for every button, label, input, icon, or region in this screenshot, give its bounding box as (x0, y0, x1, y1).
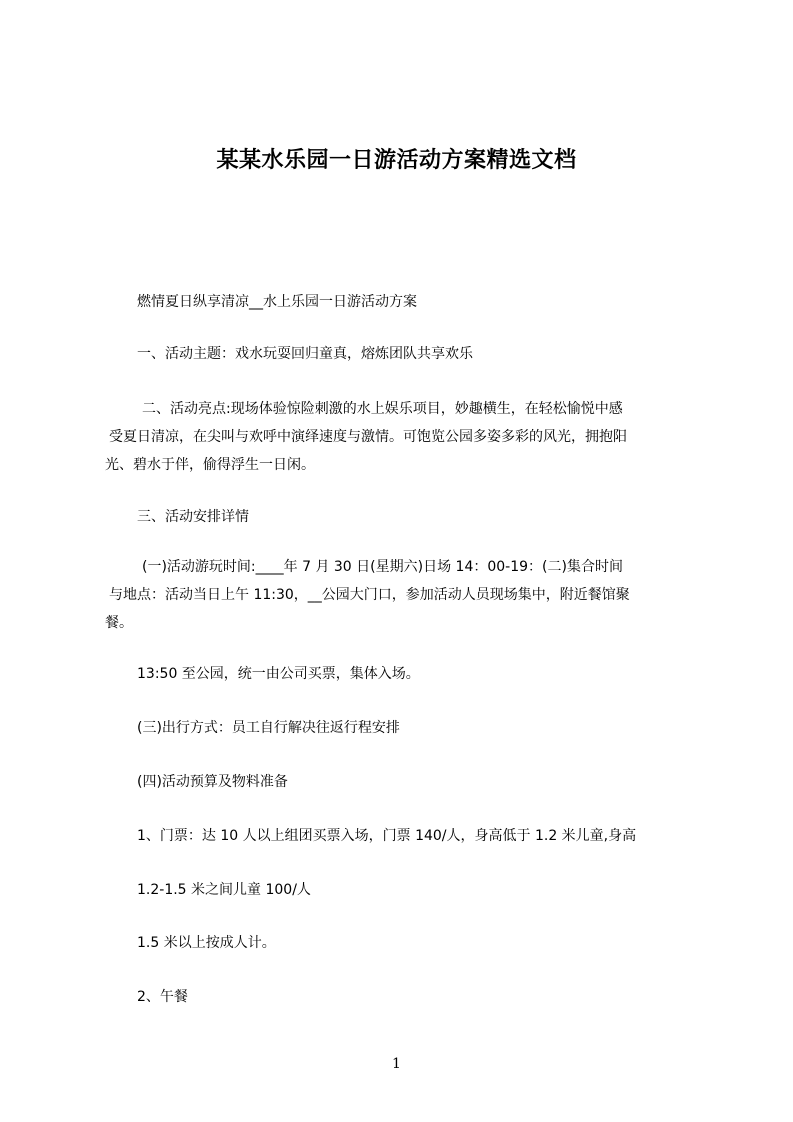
document-title: 某某水乐园一日游活动方案精选文档 (216, 148, 577, 173)
paragraph-time-line3: 餐。 (105, 615, 133, 631)
paragraph-subtitle: 燃情夏日纵享清凉__水上乐园一日游活动方案 (137, 294, 417, 310)
page-number: 1 (392, 1056, 401, 1072)
paragraph-schedule-heading: 三、活动安排详情 (137, 509, 249, 525)
paragraph-arrival: 13:50 至公园，统一由公司买票，集体入场。 (137, 666, 420, 682)
paragraph-lunch: 2、午餐 (137, 989, 188, 1005)
paragraph-child-price: 1.2-1.5 米之间儿童 100/人 (137, 882, 311, 898)
paragraph-theme: 一、活动主题：戏水玩耍回归童真，熔炼团队共享欢乐 (137, 346, 473, 362)
paragraph-time-line2: 与地点：活动当日上午 11:30，__公园大门口，参加活动人员现场集中，附近餐馆聚 (109, 587, 630, 603)
paragraph-tickets: 1、门票：达 10 人以上组团买票入场，门票 140/人，身高低于 1.2 米儿童,身高 (137, 828, 637, 844)
paragraph-time-line1: (一)活动游玩时间:____年 7 月 30 日(星期六)日场 14：00-19：(二)集合时间 (142, 559, 623, 575)
paragraph-adult-price: 1.5 米以上按成人计。 (137, 935, 276, 951)
paragraph-highlights-line3: 光、碧水于伴，偷得浮生一日闲。 (105, 457, 315, 473)
paragraph-transport: (三)出行方式：员工自行解决往返行程安排 (137, 720, 400, 736)
paragraph-budget-heading: (四)活动预算及物料准备 (137, 774, 288, 790)
paragraph-highlights-line2: 受夏日清凉，在尖叫与欢呼中演绎速度与激情。可饱览公园多姿多彩的风光，拥抱阳 (109, 429, 627, 445)
paragraph-highlights-line1: 二、活动亮点:现场体验惊险刺激的水上娱乐项目，妙趣横生，在轻松愉悦中感 (142, 401, 623, 417)
